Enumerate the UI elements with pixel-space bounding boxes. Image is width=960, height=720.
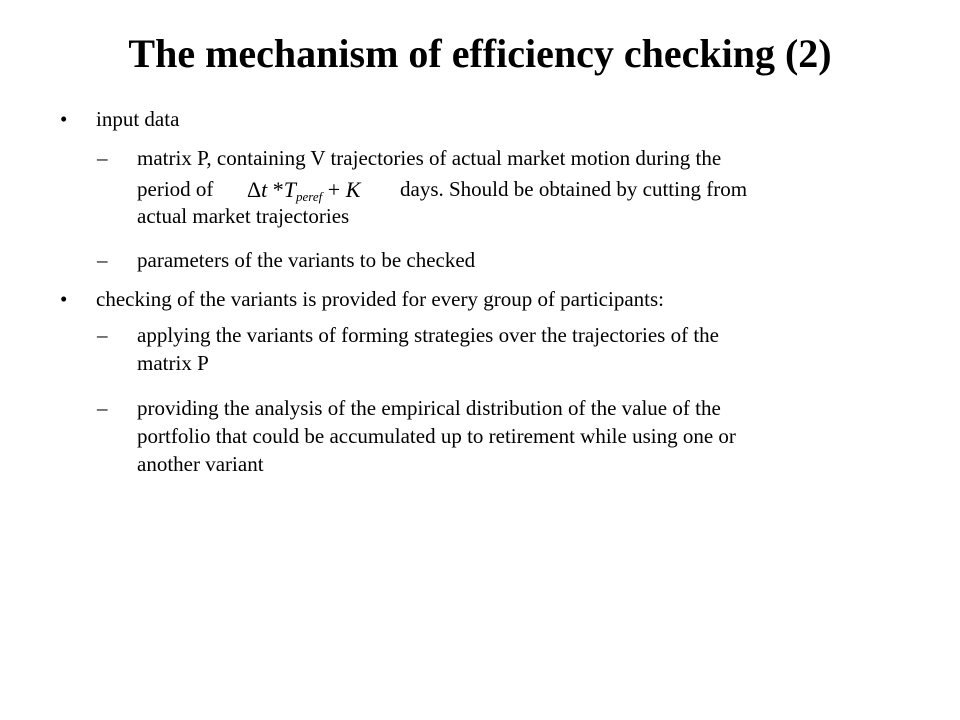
dash-marker: – (97, 146, 108, 170)
bullet-text: checking of the variants is provided for every group of participants: (96, 287, 664, 311)
dash-marker: – (97, 248, 108, 272)
formula-delta: Δ (247, 177, 262, 202)
subitem-line: portfolio that could be accumulated up to retirement while using one or (137, 424, 736, 448)
subitem-line: applying the variants of forming strategies over the trajectories of the (137, 323, 719, 347)
bullet-marker: • (60, 287, 68, 311)
slide-title: The mechanism of efficiency checking (2) (128, 31, 832, 76)
formula-t: t (261, 177, 268, 202)
bullet-marker: • (60, 107, 68, 131)
subitem-line: actual market trajectories (137, 204, 350, 228)
subitem-line: days. Should be obtained by cutting from (400, 177, 748, 201)
formula-plus: + (327, 177, 341, 202)
formula-star: * (272, 177, 284, 202)
dash-marker: – (97, 323, 108, 347)
dash-marker: – (97, 396, 108, 420)
bullet-text: input data (96, 107, 180, 131)
subitem-line: matrix P, containing V trajectories of actual market motion during the (137, 146, 722, 170)
subitem-line: period of (137, 177, 214, 201)
formula-subscript: peref (296, 189, 323, 204)
formula-K: K (345, 177, 361, 202)
subitem-line: another variant (137, 452, 264, 476)
subitem-line: matrix P (137, 351, 209, 375)
subitem-line: providing the analysis of the empirical distribution of the value of the (137, 396, 721, 420)
formula-T: T (283, 177, 297, 202)
subitem-line: parameters of the variants to be checked (137, 248, 476, 272)
